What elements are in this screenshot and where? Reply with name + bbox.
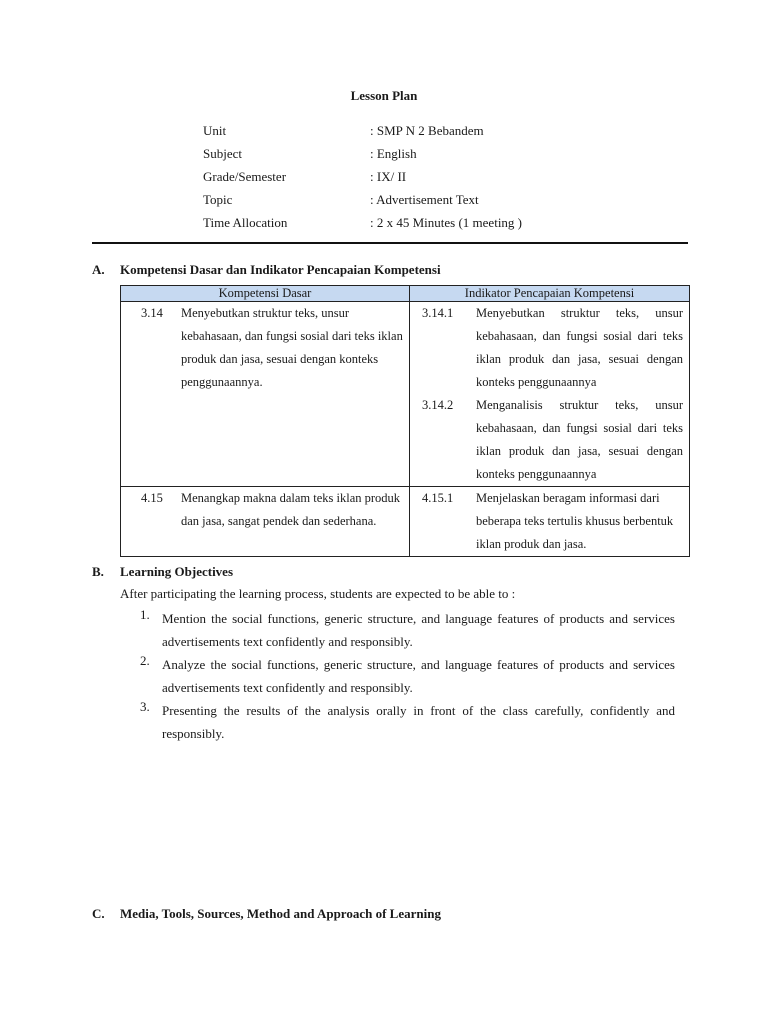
indicator-number: 3.14.1 [422,306,454,320]
indicator-text: Menyebutkan struktur teks, unsur kebahasaan, dan fungsi sosial dari teks iklan produk dan jasa, sesuai dengan konteks penggunaannya [476,306,683,389]
table-header: Kompetensi Dasar [121,286,410,302]
section-title: Media, Tools, Sources, Method and Approach of Learning [120,906,441,921]
section-letter: B. [92,564,104,579]
table-row [121,487,690,557]
section-letter: C. [92,906,105,921]
table-header: Indikator Pencapaian Kompetensi [410,286,690,302]
competency-table [120,285,690,557]
table-header-row [121,286,690,302]
list-number: 2. [140,653,150,668]
indicator-text: Menganalisis struktur teks, unsur kebahasaan, dan fungsi sosial dari teks iklan produk dan jasa, sesuai dengan konteks penggunaannya [476,398,683,481]
info-label: Grade/Semester [203,169,287,184]
list-number: 3. [140,699,150,714]
section-title: Learning Objectives [120,564,234,579]
info-value: : IX/ II [370,169,407,184]
list-item [120,653,675,699]
indicator-cell [410,487,690,557]
info-row-time [203,215,683,237]
info-row-subject [203,146,683,168]
info-value: : Advertisement Text [370,192,479,207]
list-text: Presenting the results of the analysis orally in front of the class carefully, confidently and responsibly. [162,703,675,741]
info-value: : 2 x 45 Minutes (1 meeting ) [370,215,523,230]
list-number: 1. [140,607,150,622]
list-text: Analyze the social functions, generic structure, and language features of products and services advertisements text confidently and responsibly. [162,657,675,695]
indicator-cell [410,302,690,487]
info-label: Unit [203,123,227,138]
section-title: Kompetensi Dasar dan Indikator Pencapaian Kompetensi [120,262,441,277]
info-value: : English [370,146,417,161]
indicator-number: 4.15.1 [422,491,454,505]
list-item [120,607,675,653]
horizontal-rule [92,242,688,244]
info-label: Topic [203,192,233,207]
list-text: Mention the social functions, generic structure, and language features of products and services advertisements text confidently and responsibly. [162,611,675,649]
kd-number: 4.15 [141,491,163,505]
info-label: Time Allocation [203,215,288,230]
kd-text: Menyebutkan struktur teks, unsur kebahasaan, dan fungsi sosial dari teks iklan produk dan jasa, sesuai dengan konteks penggunaannya. [181,306,403,389]
table-row [121,302,690,487]
page-title: Lesson Plan [350,88,418,103]
info-row-unit [203,123,683,145]
objectives-intro: After participating the learning process, students are expected to be able to : [120,586,516,601]
info-label: Subject [203,146,242,161]
info-value: : SMP N 2 Bebandem [370,123,484,138]
indicator-number: 3.14.2 [422,398,454,412]
info-row-topic [203,192,683,214]
section-letter: A. [92,262,105,277]
kd-text: Menangkap makna dalam teks iklan produk dan jasa, sangat pendek dan sederhana. [181,491,401,528]
kd-number: 3.14 [141,306,163,320]
kd-cell [121,302,410,487]
kd-cell [121,487,410,557]
list-item [120,699,675,745]
indicator-text: Menjelaskan beragam informasi dari beberapa teks tertulis khusus berbentuk iklan produk dan jasa. [476,491,674,551]
info-row-grade [203,169,683,191]
